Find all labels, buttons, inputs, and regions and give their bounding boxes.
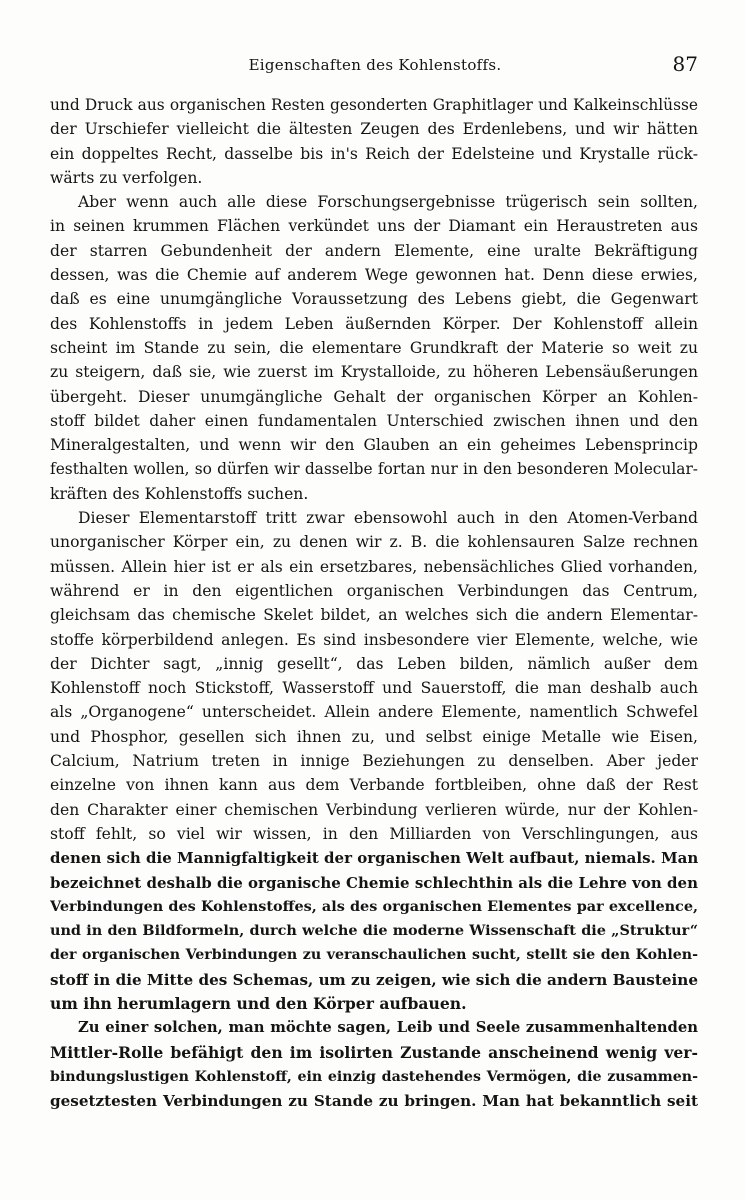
text-line: daß es eine unumgängliche Voraussetzung des Lebens giebt, die Gegenwart	[50, 290, 698, 309]
text-line: der organischen Verbindungen zu veranschaulichen sucht, stellt sie den Kohlen-	[50, 947, 698, 964]
paragraph	[50, 190, 698, 506]
text-line: Zu einer solchen, man möchte sagen, Leib und Seele zusammenhaltenden	[78, 1019, 698, 1037]
text-line: und in den Bildformeln, durch welche die moderne Wissenschaft die „Struktur“	[50, 922, 698, 940]
text-line: stoff in die Mitte des Schemas, um zu zeigen, wie sich die andern Bausteine	[50, 970, 698, 989]
text-line: Dieser Elementarstoff tritt zwar ebensowohl auch in den Atomen-Verband	[78, 509, 698, 528]
running-head	[50, 52, 700, 78]
text-line: den Charakter einer chemischen Verbindung verlieren würde, nur der Kohlen-	[50, 800, 698, 819]
text-line: denen sich die Mannigfaltigkeit der organischen Welt aufbaut, niemals. Man	[50, 849, 698, 868]
text-line: der Urschiefer vielleicht die ältesten Zeugen des Erdenlebens, und wir hätten	[50, 120, 698, 139]
text-line: gleichsam das chemische Skelet bildet, an welches sich die andern Elementar-	[50, 606, 698, 625]
text-line: ein doppeltes Recht, dasselbe bis in's Reich der Edelsteine und Krystalle rück-	[50, 144, 698, 163]
text-line: um ihn herumlagern und den Körper aufbauen.	[50, 993, 467, 1013]
text-line: stoff fehlt, so viel wir wissen, in den Milliarden von Verschlingungen, aus	[50, 824, 698, 843]
text-line: Mittler-Rolle befähigt den im isolirten Zustande anscheinend wenig ver-	[50, 1042, 698, 1062]
text-line: bindungslustigen Kohlenstoff, ein einzig dastehendes Vermögen, die zusammen-	[50, 1068, 698, 1085]
body-text	[50, 93, 698, 1113]
paragraph	[50, 1016, 698, 1113]
text-line: unorganischer Körper ein, zu denen wir z. B. die kohlensauren Salze rechnen	[50, 533, 698, 552]
text-line: wärts zu verfolgen.	[50, 168, 203, 187]
text-line: gesetztesten Verbindungen zu Stande zu bringen. Man hat bekanntlich seit	[50, 1092, 698, 1111]
text-line: der starren Gebundenheit der andern Elemente, eine uralte Bekräftigung	[50, 241, 698, 260]
text-line: in seinen krummen Flächen verkündet uns der Diamant ein Heraustreten aus	[50, 217, 698, 236]
text-line: einzelne von ihnen kann aus dem Verbande fortbleiben, ohne daß der Rest	[50, 776, 698, 795]
text-line: müssen. Allein hier ist er als ein ersetzbares, nebensächliches Glied vorhanden,	[50, 557, 698, 576]
running-title: Eigenschaften des Kohlenstoffs.	[248, 56, 502, 74]
text-line: Calcium, Natrium treten in innige Beziehungen zu denselben. Aber jeder	[50, 752, 698, 771]
text-line: festhalten wollen, so dürfen wir dasselbe fortan nur in den besonderen Molecular-	[50, 460, 698, 479]
text-line: und Druck aus organischen Resten gesonderten Graphitlager und Kalkeinschlüsse	[50, 96, 698, 114]
text-line: dessen, was die Chemie auf anderem Wege gewonnen hat. Denn diese erwies,	[50, 266, 698, 285]
text-line: der Dichter sagt, „innig gesellt“, das Leben bilden, nämlich außer dem	[50, 654, 698, 673]
text-line: stoff bildet daher einen fundamentalen Unterschied zwischen ihnen und den	[50, 411, 698, 430]
text-line: kräften des Kohlenstoffs suchen.	[50, 484, 309, 503]
text-line: zu steigern, daß sie, wie zuerst im Krystalloide, zu höheren Lebensäußerungen	[50, 363, 698, 382]
text-line: als „Organogene“ unterscheidet. Allein andere Elemente, namentlich Schwefel	[50, 703, 698, 722]
page-number: 87	[672, 52, 698, 76]
text-line: des Kohlenstoffs in jedem Leben äußernden Körper. Der Kohlenstoff allein	[50, 314, 698, 333]
text-line: Kohlenstoff noch Stickstoff, Wasserstoff und Sauerstoff, die man deshalb auch	[50, 679, 698, 698]
text-line: Aber wenn auch alle diese Forschungsergebnisse trügerisch sein sollten,	[78, 193, 698, 212]
text-line: übergeht. Dieser unumgängliche Gehalt der organischen Körper an Kohlen-	[50, 387, 698, 406]
paragraph	[50, 93, 698, 190]
text-line: stoffe körperbildend anlegen. Es sind insbesondere vier Elemente, welche, wie	[50, 630, 698, 649]
text-line: bezeichnet deshalb die organische Chemie schlechthin als die Lehre von den	[50, 873, 698, 892]
text-line: Mineralgestalten, und wenn wir den Glauben an ein geheimes Lebensprincip	[50, 436, 698, 455]
paragraph	[50, 506, 698, 1016]
text-line: Verbindungen des Kohlenstoffes, als des organischen Elementes par excellence,	[50, 897, 698, 915]
text-line: scheint im Stande zu sein, die elementare Grundkraft der Materie so weit zu	[50, 338, 698, 357]
text-line: während er in den eigentlichen organischen Verbindungen das Centrum,	[50, 581, 698, 600]
text-line: und Phosphor, gesellen sich ihnen zu, und selbst einige Metalle wie Eisen,	[50, 727, 698, 746]
